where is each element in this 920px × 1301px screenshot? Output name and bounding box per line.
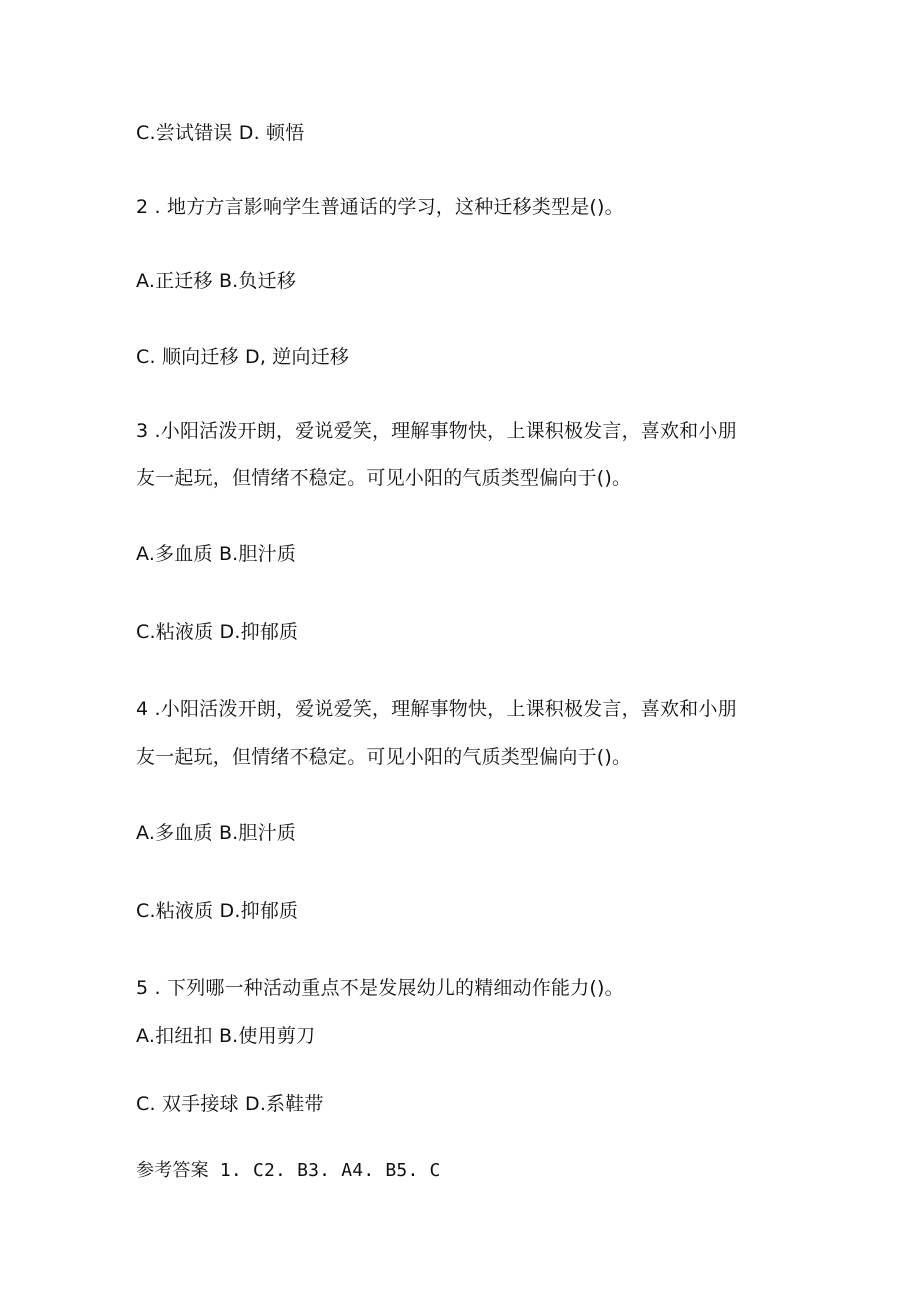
q4-stem-line1: 4 .小阳活泼开朗，爱说爱笑，理解事物快，上课积极发言，喜欢和小朋 (136, 698, 737, 720)
q5-options-ab: A.扣纽扣 B.使用剪刀 (136, 1025, 316, 1047)
q3-options-ab: A.多血质 B.胆汁质 (136, 543, 297, 565)
q2-stem: 2 . 地方方言影响学生普通话的学习，这种迁移类型是()。 (136, 196, 624, 218)
answer-key: 参考答案 1. C2. B3. A4. B5. C (136, 1160, 441, 1181)
q4-options-ab: A.多血质 B.胆汁质 (136, 822, 297, 844)
q5-options-cd: C. 双手接球 D.系鞋带 (136, 1093, 324, 1115)
q2-options-cd: C. 顺向迁移 D, 逆向迁移 (136, 346, 350, 368)
q3-stem-line2: 友一起玩，但情绪不稳定。可见小阳的气质类型偏向于()。 (136, 467, 632, 489)
q3-stem-line1: 3 .小阳活泼开朗，爱说爱笑，理解事物快，上课积极发言，喜欢和小朋 (136, 420, 737, 442)
q5-stem: 5 . 下列哪一种活动重点不是发展幼儿的精细动作能力()。 (136, 977, 624, 999)
q1-options-cd: C.尝试错误 D. 顿悟 (136, 122, 305, 144)
q2-options-ab: A.正迁移 B.负迁移 (136, 270, 297, 292)
q4-options-cd: C.粘液质 D.抑郁质 (136, 900, 299, 922)
q3-options-cd: C.粘液质 D.抑郁质 (136, 621, 299, 643)
q4-stem-line2: 友一起玩，但情绪不稳定。可见小阳的气质类型偏向于()。 (136, 746, 632, 768)
